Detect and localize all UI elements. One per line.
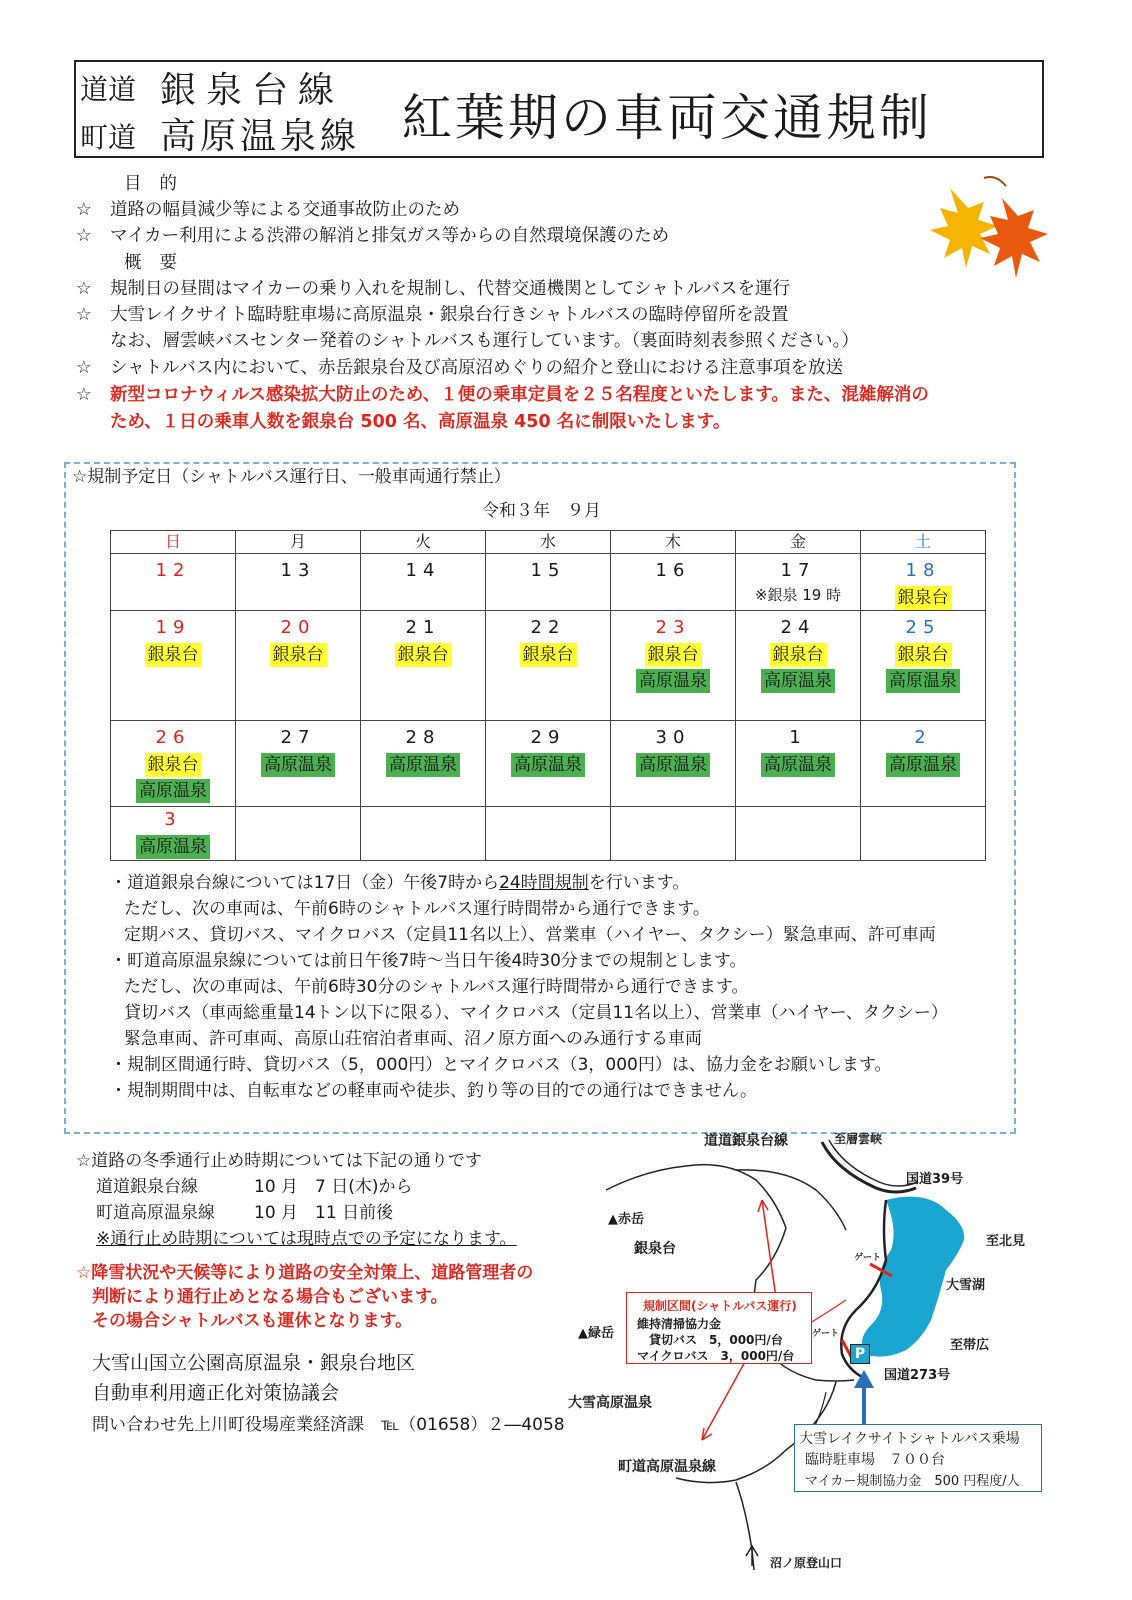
day-cell: 29 高原温泉 (486, 721, 611, 807)
map-label-lake: 大雪湖 (946, 1278, 986, 1293)
day-cell: 30 高原温泉 (611, 721, 736, 807)
map-label-route273: 国道273号 (884, 1368, 951, 1383)
map-label-numanohara: 沼ノ原登山口 (770, 1556, 843, 1570)
day-cell: 1 高原温泉 (736, 721, 861, 807)
winter-road-1-name: 道道銀泉台線 (96, 1177, 198, 1197)
note-line-9: ・規制期間中は、自転車などの軽車両や徒歩、釣り等の目的での通行はできません。 (110, 1081, 758, 1101)
overview-item-2-cont: なお、層雲峡バスセンター発着のシャトルバスも運行しています。（裏面時刻表参照ください。） (110, 331, 859, 351)
day-cell: 16 (611, 554, 736, 611)
note-line-3: 定期バス、貸切バス、マイクロバス（定員11名以上）、営業車（ハイヤー、タクシー）緊急車両、許可車両 (124, 925, 936, 945)
weekday-fri: 金 (736, 531, 861, 554)
maple-leaf-icon (910, 168, 1050, 288)
overview-item-2: ☆ 大雪レイクサイト臨時駐車場に高原温泉・銀泉台行きシャトルバスの臨時停留所を設置 (76, 305, 789, 325)
day-cell: 3 高原温泉 (111, 807, 236, 861)
map-label-route39: 国道39号 (906, 1172, 964, 1187)
road1-name: 銀泉台線 (160, 70, 345, 111)
day-cell: 25 銀泉台 高原温泉 (861, 611, 986, 721)
purpose-heading: 目的 (124, 174, 195, 194)
day-cell: 26 銀泉台 高原温泉 (111, 721, 236, 807)
note-line-4: ・町道高原温泉線については前日午後7時～当日午後4時30分までの規制とします。 (110, 951, 747, 971)
regulation-calendar (110, 530, 986, 861)
map-label-to-kitami: 至北見 (986, 1234, 1026, 1249)
note-line-5: ただし、次の車両は、午前6時30分のシャトルバス運行時間帯から通行できます。 (124, 977, 749, 997)
winter-road-2-name: 町道高原温泉線 (96, 1203, 215, 1223)
winter-road-2-date: 10 月 11 日前後 (254, 1203, 394, 1223)
lakesite-line-3: マイカー規制協力金 500 円程度/人 (805, 1474, 1020, 1489)
weekday-wed: 水 (486, 531, 611, 554)
contact-info: 問い合わせ先上川町役場産業経済課 ℡（01658）２―4058 (92, 1415, 565, 1435)
tag-ginsendai: 銀泉台 (895, 643, 952, 667)
lakesite-line-1: 大雪レイクサイトシャトルバス乗場 (799, 1431, 1020, 1447)
purpose-item-1: ☆ 道路の幅員減少等による交通事故防止のため (76, 200, 460, 220)
schedule-month: 令和３年 ９月 (482, 501, 601, 521)
day-cell: 27 高原温泉 (236, 721, 361, 807)
tag-ginsendai: 銀泉台 (520, 643, 577, 667)
day-cell: 2 高原温泉 (861, 721, 986, 807)
tag-ginsendai: 銀泉台 (145, 643, 202, 667)
day-cell: 24 銀泉台 高原温泉 (736, 611, 861, 721)
regulated-box-line-1: 維持清掃協力金 (637, 1317, 722, 1331)
tag-ginsendai: 銀泉台 (145, 753, 202, 777)
map-label-to-sounkyo: 至層雲峡 (834, 1132, 883, 1146)
regulated-box-title: 規制区間(シャトルバス運行) (643, 1299, 797, 1313)
weather-warning-2: 判断により通行止めとなる場合もございます。 (92, 1287, 448, 1307)
day-cell (486, 807, 611, 861)
day-cell: 14 (361, 554, 486, 611)
day-cell (861, 807, 986, 861)
weather-warning-3: その場合シャトルバスも運休となります。 (92, 1311, 413, 1331)
tag-kogen-onsen: 高原温泉 (261, 753, 335, 777)
map-label-ginsendai: 銀泉台 (634, 1241, 676, 1257)
road1-kind: 道道 (80, 73, 137, 106)
org-name-2: 自動車利用適正化対策協議会 (92, 1382, 340, 1404)
tag-ginsendai: 銀泉台 (395, 643, 452, 667)
tag-kogen-onsen: 高原温泉 (761, 669, 835, 693)
area-map (568, 1130, 1086, 1575)
day-cell: 13 (236, 554, 361, 611)
map-label-midoridake: ▲緑岳 (578, 1326, 614, 1341)
road2-name: 高原温泉線 (160, 116, 361, 157)
weekday-tue: 火 (361, 531, 486, 554)
overview-item-3: ☆ シャトルバス内において、赤岳銀泉台及び高原沼めぐりの紹介と登山における注意事項を放送 (76, 358, 844, 378)
day-cell: 28 高原温泉 (361, 721, 486, 807)
tag-kogen-onsen: 高原温泉 (636, 669, 710, 693)
ginsen-note: ※銀泉 19 時 (754, 586, 842, 604)
tag-ginsendai: 銀泉台 (270, 643, 327, 667)
winter-heading: ☆道路の冬季通行止め時期については下記の通りです (76, 1151, 482, 1171)
tag-kogen-onsen: 高原温泉 (886, 669, 960, 693)
map-label-kogen-onsen: 大雪高原温泉 (568, 1395, 652, 1411)
purpose-item-2: ☆ マイカー利用による渋滞の解消と排気ガス等からの自然環境保護のため (76, 226, 670, 246)
lakesite-bus-stop-box (794, 1424, 1042, 1492)
title-box (74, 60, 1044, 158)
weekday-sat: 土 (861, 531, 986, 554)
day-cell: 17 ※銀泉 19 時 (736, 554, 861, 611)
regulated-box-line-2: 貸切バス 5，000円/台 (649, 1333, 783, 1347)
regulated-section-box (626, 1292, 812, 1364)
day-cell (736, 807, 861, 861)
map-label-gate-2: ゲート (812, 1329, 840, 1339)
note-line-8: ・規制区間通行時、貸切バス（5，000円）とマイクロバス（3，000円）は、協力金をお願いします。 (110, 1055, 892, 1075)
note-line-6: 貸切バス（車両総重量14トン以下に限る）、マイクロバス（定員11名以上）、営業車（ハイヤー、タクシー） (124, 1003, 948, 1023)
day-cell (611, 807, 736, 861)
lakesite-line-2: 臨時駐車場 ７００台 (805, 1452, 945, 1468)
schedule-heading: ☆規制予定日（シャトルバス運行日、一般車両通行禁止） (72, 467, 511, 487)
day-cell: 18 銀泉台 (861, 554, 986, 611)
tag-kogen-onsen: 高原温泉 (136, 779, 210, 803)
regulated-box-line-3: マイクロバス 3，000円/台 (637, 1349, 795, 1363)
overview-item-4: ☆ 新型コロナウィルス感染拡大防止のため、１便の乗車定員を２５名程度といたします。また、混雑解消の (76, 385, 929, 405)
day-cell: 21 銀泉台 (361, 611, 486, 721)
note-line-7: 緊急車両、許可車両、高原山荘宿泊者車両、沼ノ原方面へのみ通行する車両 (124, 1029, 702, 1049)
winter-road-1-date: 10 月 7 日(木)から (254, 1177, 413, 1197)
day-cell: 20 銀泉台 (236, 611, 361, 721)
weekday-mon: 月 (236, 531, 361, 554)
map-label-akadake: ▲赤岳 (608, 1212, 644, 1227)
day-cell: 23 銀泉台 高原温泉 (611, 611, 736, 721)
map-label-ginsen-road: 道道銀泉台線 (704, 1133, 788, 1149)
weather-warning-1: ☆降雪状況や天候等により道路の安全対策上、道路管理者の (76, 1263, 534, 1283)
tag-kogen-onsen: 高原温泉 (886, 753, 960, 777)
weekday-thu: 木 (611, 531, 736, 554)
map-label-to-obihiro: 至帯広 (950, 1338, 990, 1353)
tag-ginsendai: 銀泉台 (645, 643, 702, 667)
day-cell: 15 (486, 554, 611, 611)
day-cell: 19 銀泉台 (111, 611, 236, 721)
tag-kogen-onsen: 高原温泉 (136, 835, 210, 859)
day-cell (361, 807, 486, 861)
day-cell: 22 銀泉台 (486, 611, 611, 721)
tag-kogen-onsen: 高原温泉 (511, 753, 585, 777)
tag-kogen-onsen: 高原温泉 (636, 753, 710, 777)
main-title: 紅葉期の車両交通規制 (402, 89, 932, 147)
parking-icon: P (850, 1344, 870, 1364)
tag-kogen-onsen: 高原温泉 (386, 753, 460, 777)
tag-ginsendai: 銀泉台 (770, 643, 827, 667)
map-label-gate-1: ゲート (854, 1253, 882, 1263)
overview-item-4-cont: ため、１日の乗車人数を銀泉台 500 名、高原温泉 450 名に制限いたします。 (110, 412, 731, 432)
weekday-sun: 日 (111, 531, 236, 554)
overview-item-1: ☆ 規制日の昼間はマイカーの乗り入れを規制し、代替交通機関としてシャトルバスを運行 (76, 279, 791, 299)
note-ginsen-line: ・道道銀泉台線については17日（金）午後7時から24時間規制を行います。 (110, 873, 690, 893)
org-name-1: 大雪山国立公園高原温泉・銀泉台地区 (92, 1352, 416, 1374)
tag-kogen-onsen: 高原温泉 (761, 753, 835, 777)
day-cell: 12 (111, 554, 236, 611)
note-line-2: ただし、次の車両は、午前6時のシャトルバス運行時間帯から通行できます。 (124, 899, 710, 919)
day-cell (236, 807, 361, 861)
overview-heading: 概要 (124, 253, 195, 273)
road2-kind: 町道 (80, 121, 137, 154)
map-label-kogen-road: 町道高原温泉線 (618, 1459, 716, 1475)
winter-note: ※通行止め時期については現時点での予定になります。 (96, 1229, 517, 1249)
tag-ginsendai: 銀泉台 (895, 586, 952, 610)
